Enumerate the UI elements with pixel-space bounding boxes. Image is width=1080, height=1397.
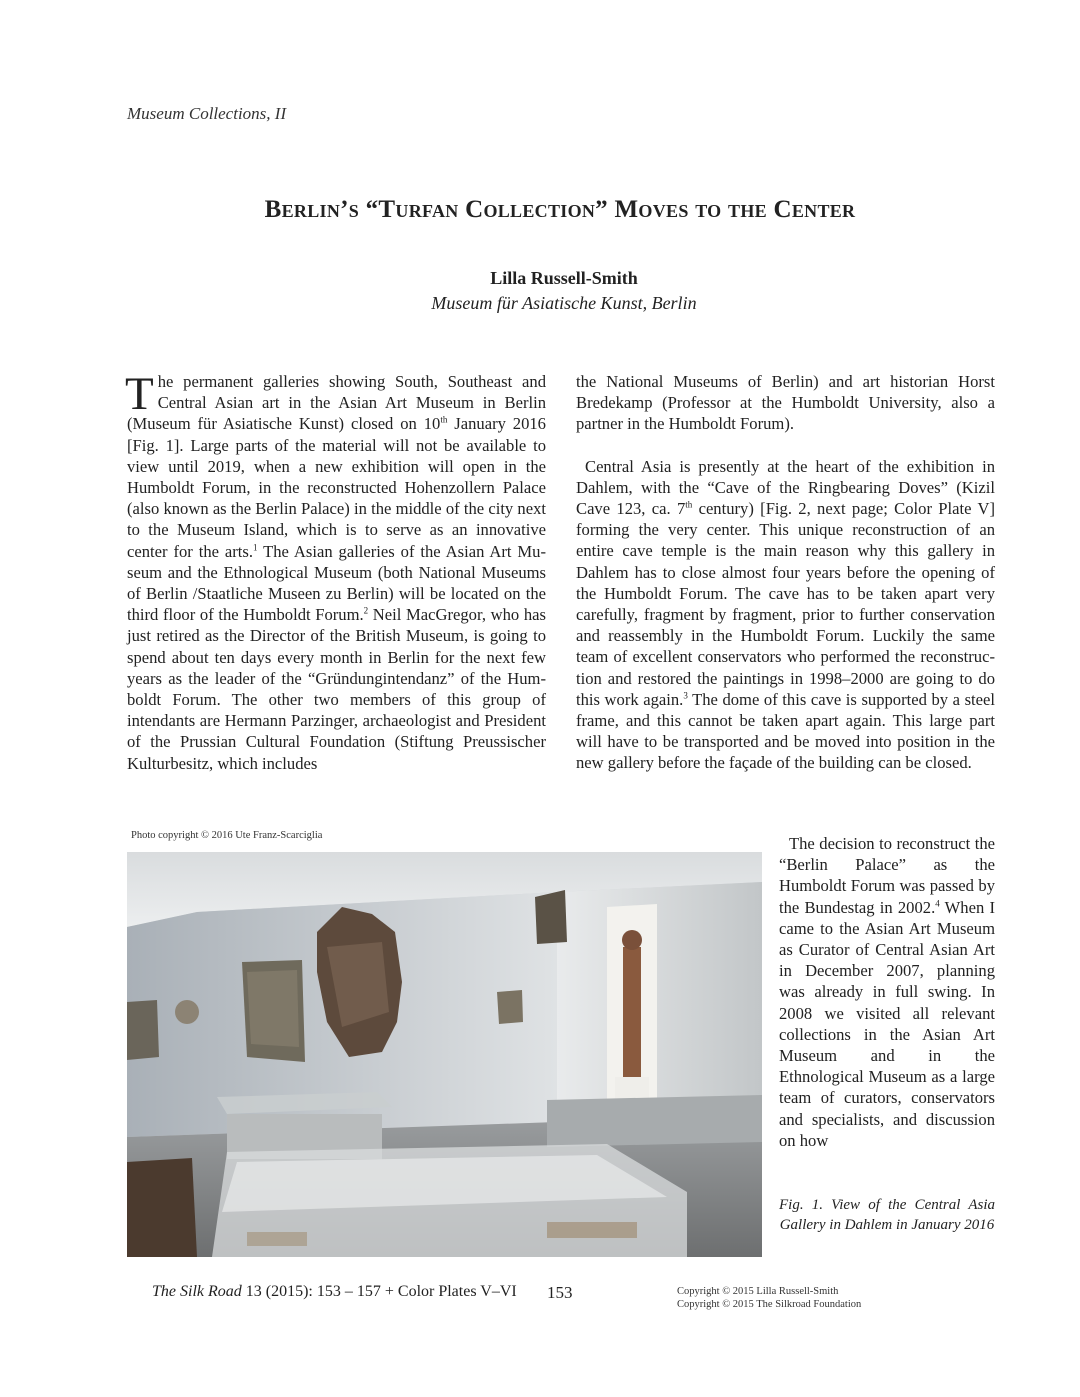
text-run: When I came to the Asian Art Museum as Curator of Central Asian Art in December 2007, planning was already in full swing. In 2008 we visited all relevant collections in the Asian Art Museum and in the Ethnological Museum as a large team of curators, conservators and specialists, and discussion on how	[779, 897, 995, 1150]
text-run: he permanent galleries showing South, Southeast and Central Asian art in the Asian Art Museum in Berlin (Museum für Asiatische Kunst) closed on 10	[127, 372, 546, 434]
journal-name: The Silk Road	[152, 1283, 242, 1300]
article-title: Berlin’s “Turfan Collection” Moves to the Center	[264, 196, 856, 223]
photo-credit: Photo copyright © 2016 Ute Franz-Scarciglia	[131, 830, 323, 841]
figure-1-caption: Fig. 1. View of the Central Asia Gallery in Dahlem in January 2016	[779, 1197, 995, 1233]
author-affiliation: Museum für Asiatische Kunst, Berlin	[431, 293, 697, 313]
footer-citation	[152, 1283, 517, 1301]
paragraph-1-continued: the National Museums of Berlin) and art historian Horst Bredekamp (Professor at the Humboldt University, also a partner in the Humboldt Forum).	[576, 372, 995, 434]
running-head: Museum Collections, II	[127, 104, 287, 123]
text-run: Neil MacGregor, who has just retired as the Director of the British Museum, is going to spend about ten days every month in Berlin for the next few years as the leader of the “Gründungintendanz” of the Humboldt Forum. The other two members of this group of intendants are Hermann Parzinger, archaeologist and President of the Prussian Cultural Foundation (Stiftung Preussischer Kulturbesitz, which includes	[127, 605, 546, 773]
footnote-ref-2[interactable]: 2	[363, 605, 369, 616]
footnote-ref-4[interactable]: 4	[935, 898, 940, 909]
paragraph-2	[576, 456, 995, 774]
text-run: January 2016 [Fig. 1]. Large parts of the material will not be available to view until 2019, when a new exhibition will open in the Humboldt Forum, in the reconstructed Hohenzollern Palace (also known as the Berlin Palace) in the middle of the city next to the Museum Island, which is to serve as an innovative center for the arts.	[127, 414, 546, 561]
body-column-right	[576, 371, 995, 774]
copyright-line-1: Copyright © 2015 Lilla Russell-Smith	[677, 1286, 839, 1297]
copyright-line-2: Copyright © 2015 The Silkroad Foundation	[677, 1298, 862, 1310]
text-run: The dome of this cave is supported by a steel frame, and this cannot be taken apart again. This large part will have to be transported and be moved into position in the new gallery before the façade of the building can be closed.	[576, 689, 995, 773]
paragraph-3	[779, 833, 995, 1151]
author-name: Lilla Russell-Smith	[490, 268, 638, 288]
text-run: century) [Fig. 2, next page; Color Plate V] forming the very center. This unique reconstruction of an entire cave temple is the main reason why this gallery in Dahlem has to close almost four years before the opening of the Humboldt Forum. The cave has to be taken apart very carefully, fragment by fragment, prior to further conservation and reassembly in the Humboldt Forum. Luckily the same team of excellent conservators who performed the reconstruction and restored the paintings in 1998–2000 are going to do this work again.	[576, 499, 995, 709]
text-run: The Asian galleries of the Asian Art Museum and the Ethnological Museum (both National Museums of Berlin /Staatliche Museen zu Berlin) will be located on the third floor of the Humboldt Forum.	[127, 541, 546, 625]
footnote-ref-3[interactable]: 3	[683, 690, 688, 701]
figure-1-gallery-photo	[127, 852, 762, 1257]
drop-cap: T	[125, 368, 154, 420]
superscript: th	[440, 414, 448, 425]
superscript: th	[685, 499, 693, 510]
footnote-ref-1[interactable]: 1	[253, 542, 258, 553]
copyright-notice	[677, 1286, 861, 1311]
text-run: Central Asia is presently at the heart of the exhibition in Dahlem, with the “Cave of the Ringbearing Doves” (Kizil Cave 123, ca. 7	[576, 456, 995, 519]
page-number: 153	[547, 1283, 573, 1302]
paragraph-1	[125, 368, 546, 774]
citation-details: 13 (2015): 153 – 157 + Color Plates V–VI	[241, 1283, 517, 1300]
text-run: The decision to reconstruct the “Berlin Palace” as the Humboldt Forum was passed by the Bundestag in 2002.	[779, 834, 995, 917]
body-column-narrow	[779, 833, 995, 1151]
body-column-left	[125, 368, 546, 774]
